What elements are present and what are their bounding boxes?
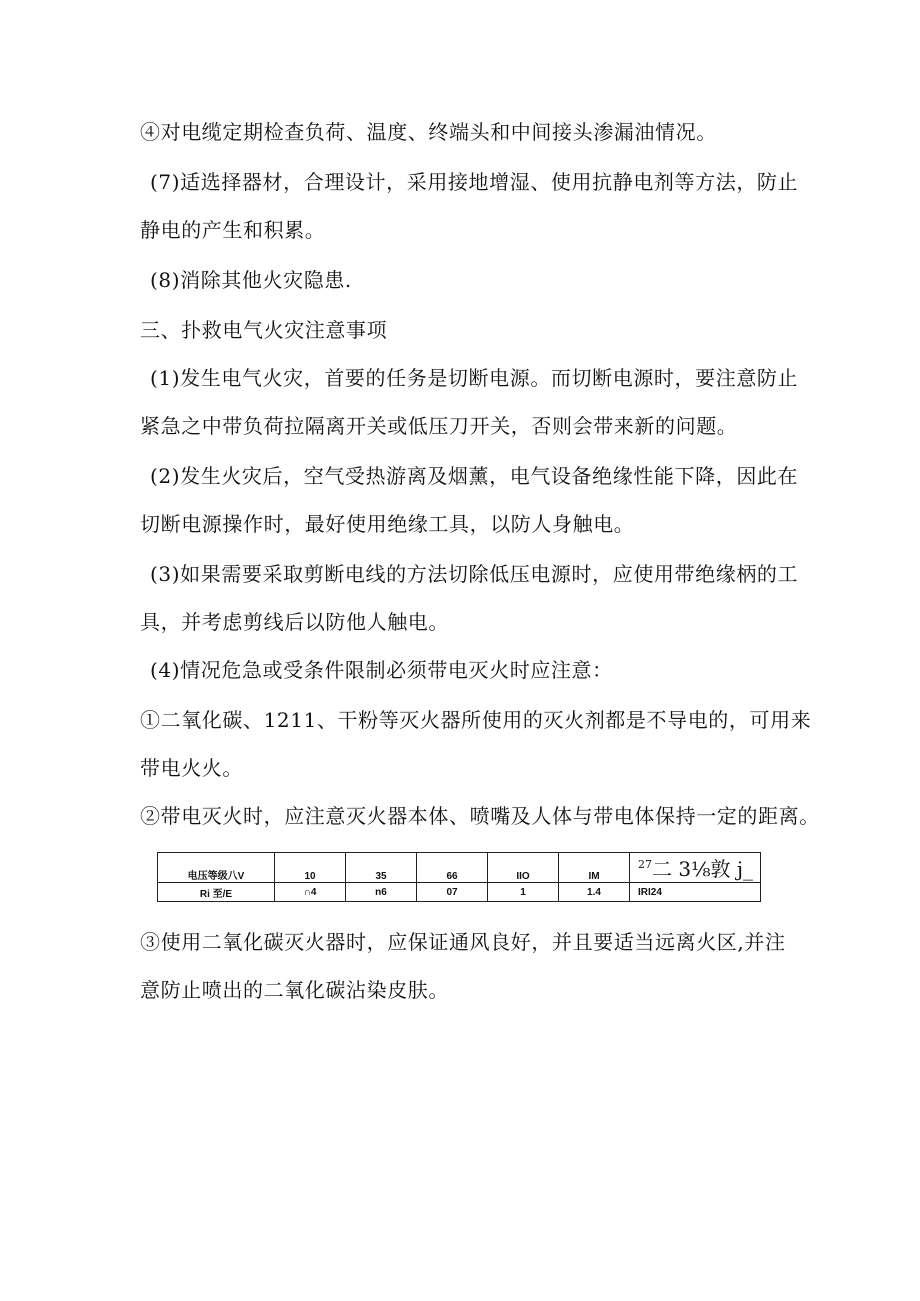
item-2: ②带电灭火时，应注意灭火器本体、喷嘴及人体与带电体保持一定的距离。 (140, 804, 820, 828)
table-cell: 07 (417, 883, 488, 902)
table-cell: 1 (488, 883, 559, 902)
table-cell: 35 (346, 853, 417, 883)
table-cell: IIO (488, 853, 559, 883)
table-cell-superscript: 27 (638, 858, 652, 871)
paragraph-3-line-2: 具，并考虑剪线后以防他人触电。 (140, 610, 449, 634)
table-cell: 66 (417, 853, 488, 883)
table-cell: 1.4 (559, 883, 630, 902)
paragraph-8: (8)消除其他火灾隐患. (150, 268, 352, 292)
paragraph-3-line-1: (3)如果需要采取剪断电线的方法切除低压电源时，应使用带绝缘柄的工 (150, 562, 799, 586)
section-heading: 三、扑救电气火灾注意事项 (140, 318, 388, 342)
table-row (158, 883, 761, 902)
item-3-line-1: ③使用二氧化碳灭火器时，应保证通风良好，并且要适当远离火区,并注 (140, 930, 786, 954)
table-cell: ∩4 (275, 883, 346, 902)
item-1-line-1: ①二氧化碳、1211、干粉等灭火器所使用的灭火剂都是不导电的，可用来 (140, 708, 812, 732)
paragraph-7-line-2: 静电的产生和积累。 (140, 218, 326, 242)
table-cell: 10 (275, 853, 346, 883)
table-cell: 电压等级八V (158, 853, 275, 883)
table-cell: IRI24 (630, 883, 761, 902)
table-cell-text: 二 3⅛敦 j_ (652, 857, 754, 881)
voltage-distance-table (157, 852, 761, 902)
table-cell (630, 853, 761, 883)
paragraph-7-line-1: (7)适选择器材，合理设计，采用接地增湿、使用抗静电剂等方法，防止 (150, 170, 799, 194)
table-cell: IM (559, 853, 630, 883)
paragraph-cable-inspection: ④对电缆定期检查负荷、温度、终端头和中间接头渗漏油情况。 (140, 120, 717, 144)
table-cell: n6 (346, 883, 417, 902)
paragraph-2-line-1: (2)发生火灾后，空气受热游离及烟薰，电气设备绝缘性能下降，因此在 (150, 464, 799, 488)
item-1-line-2: 带电火火。 (140, 756, 243, 780)
paragraph-1-line-2: 紧急之中带负荷拉隔离开关或低压刀开关，否则会带来新的问题。 (140, 414, 738, 438)
paragraph-1-line-1: (1)发生电气火灾，首要的任务是切断电源。而切断电源时，要注意防止 (150, 366, 799, 390)
paragraph-2-line-2: 切断电源操作时，最好使用绝缘工具，以防人身触电。 (140, 512, 635, 536)
item-3-line-2: 意防止喷出的二氧化碳沾染皮肤。 (140, 978, 449, 1002)
table-cell: Ri 至/E (158, 883, 275, 902)
paragraph-4: (4)情况危急或受条件限制必须带电灭火时应注意： (150, 658, 613, 682)
table-row (158, 853, 761, 883)
